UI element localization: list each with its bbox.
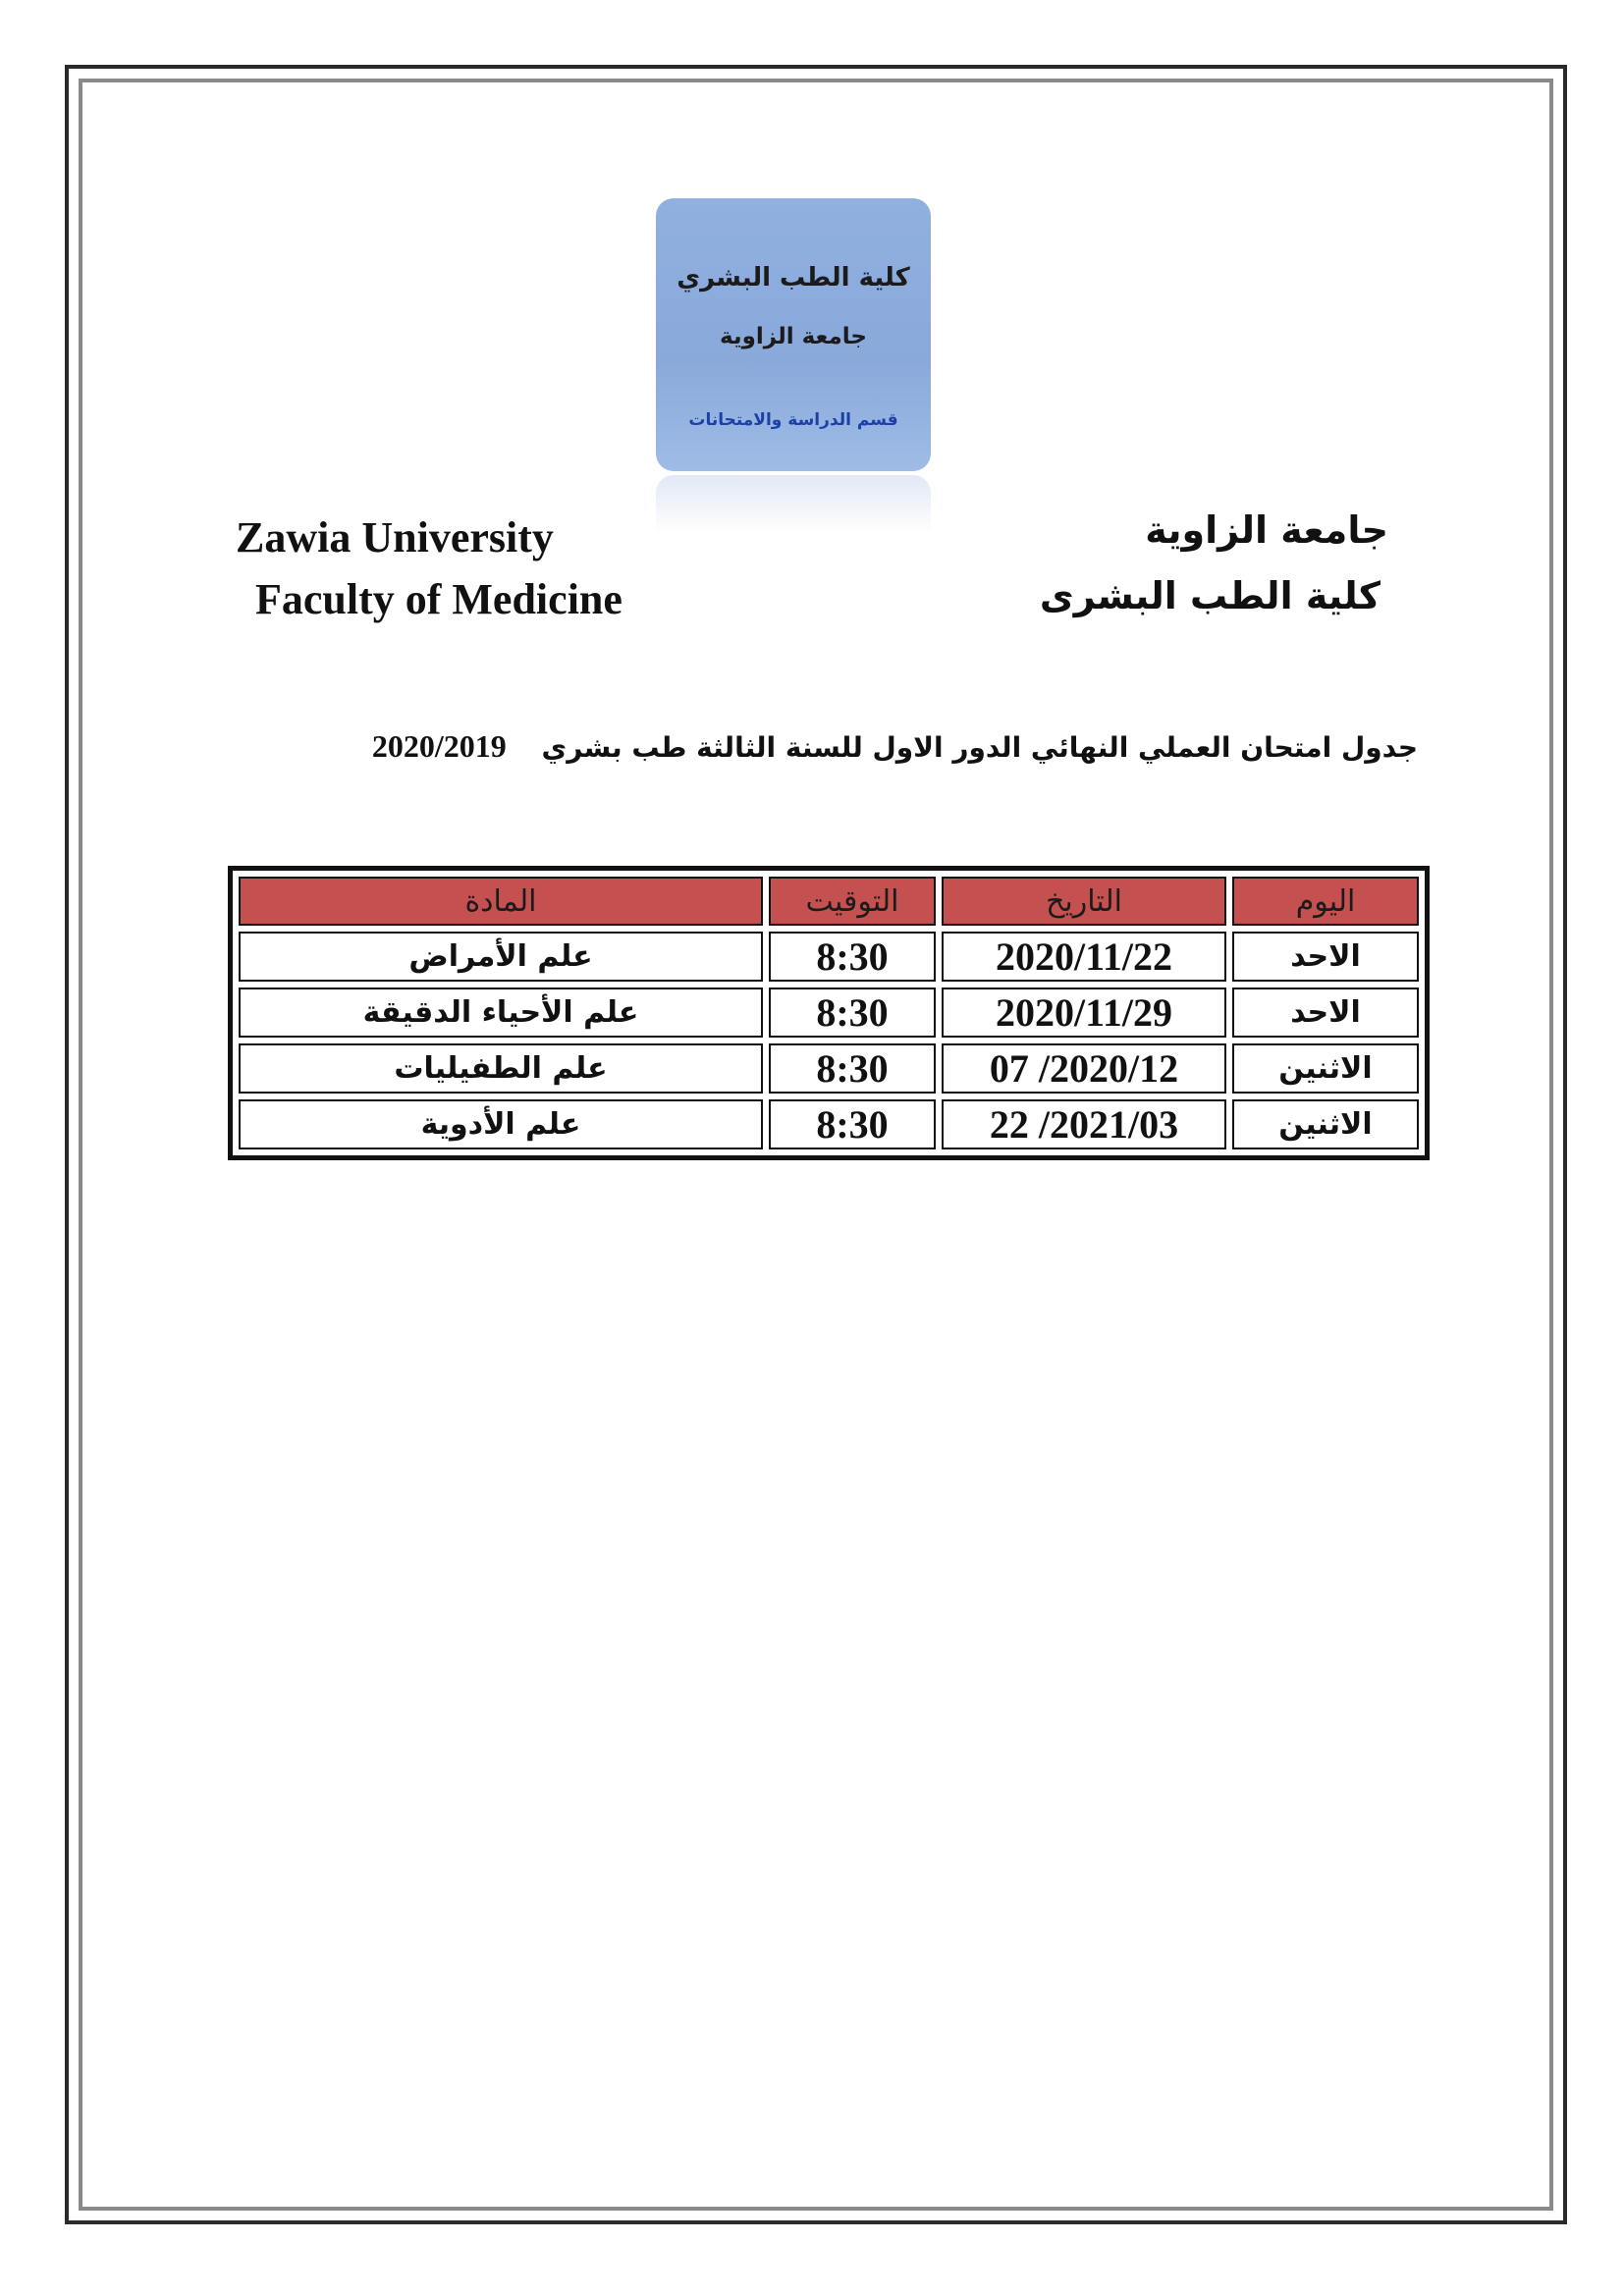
university-name-ar: جامعة الزاوية — [1145, 508, 1388, 552]
header-day: اليوم — [1232, 877, 1419, 926]
table-row — [239, 1043, 1419, 1094]
cell-day: الاحد — [1232, 932, 1419, 982]
faculty-name-en: Faculty of Medicine — [255, 575, 623, 623]
cell-day: الاحد — [1232, 988, 1419, 1038]
table-row — [239, 1099, 1419, 1149]
academic-year: 2020/2019 — [371, 728, 507, 764]
cell-time: 8:30 — [769, 932, 936, 982]
title-text: جدول امتحان العملي النهائي الدور الاول للسنة الثالثة طب بشري — [541, 731, 1418, 764]
cell-time: 8:30 — [769, 1043, 936, 1094]
cell-date: 2020/12/ 07 — [942, 1043, 1226, 1094]
faculty-name-ar: كلية الطب البشرى — [1039, 574, 1380, 617]
cell-date: 2021/03/ 22 — [942, 1099, 1226, 1149]
faculty-logo — [656, 198, 931, 471]
cell-subject: علم الطفيليات — [239, 1043, 763, 1094]
cell-subject: علم الأمراض — [239, 932, 763, 982]
document-title — [372, 728, 1418, 765]
cell-day: الاثنين — [1232, 1099, 1419, 1149]
logo-department-text: قسم الدراسة والامتحانات — [688, 410, 898, 430]
table-header-row — [239, 877, 1419, 926]
cell-date: 2020/11/29 — [942, 988, 1226, 1038]
table-row — [239, 988, 1419, 1038]
cell-time: 8:30 — [769, 988, 936, 1038]
header-date: التاريخ — [942, 877, 1226, 926]
university-name-en: Zawia University — [236, 513, 554, 561]
logo-reflection — [656, 475, 931, 534]
cell-time: 8:30 — [769, 1099, 936, 1149]
cell-subject: علم الأحياء الدقيقة — [239, 988, 763, 1038]
cell-day: الاثنين — [1232, 1043, 1419, 1094]
logo-faculty-text: كلية الطب البشري — [677, 263, 910, 293]
table-row — [239, 932, 1419, 982]
cell-date: 2020/11/22 — [942, 932, 1226, 982]
header-subject: المادة — [239, 877, 763, 926]
cell-subject: علم الأدوية — [239, 1099, 763, 1149]
exam-schedule-table — [228, 866, 1430, 1160]
header-time: التوقيت — [769, 877, 936, 926]
logo-university-text: جامعة الزاوية — [720, 324, 867, 349]
